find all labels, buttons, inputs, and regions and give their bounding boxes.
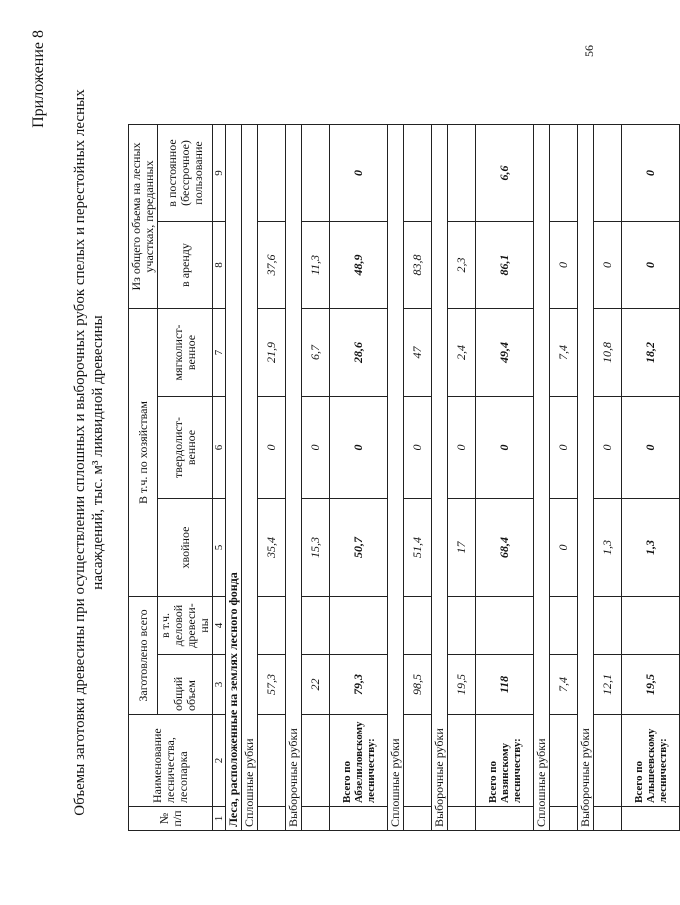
- value-cell: 19,5: [448, 655, 476, 715]
- row-name-cell: Всего по Авзянскому лесничеству:: [476, 715, 534, 807]
- table-subtitle: насаждений, тыс. м³ ликвидной древесины: [90, 315, 106, 590]
- value-cell: 2,4: [448, 309, 476, 397]
- value-cell: 0: [550, 397, 578, 499]
- header-hardwood: твердолист-венное: [158, 397, 213, 499]
- category-row: [242, 125, 258, 831]
- value-cell: [594, 597, 622, 655]
- header-group-total: Заготовлено всего: [129, 597, 158, 715]
- value-cell: 48,9: [330, 222, 388, 309]
- value-cell: [302, 125, 330, 222]
- value-cell: [594, 125, 622, 222]
- value-cell: 18,2: [622, 309, 680, 397]
- category-label: Выборочные рубки: [578, 125, 594, 831]
- value-cell: 0: [594, 222, 622, 309]
- category-row: [578, 125, 594, 831]
- value-cell: [476, 597, 534, 655]
- value-cell: 0: [404, 397, 432, 499]
- section-title: Леса, расположенные на землях лесного фонда: [226, 125, 242, 831]
- value-cell: 2,3: [448, 222, 476, 309]
- value-cell: 0: [622, 222, 680, 309]
- header-rent: в аренду: [158, 222, 213, 309]
- value-cell: [258, 597, 286, 655]
- category-label: Сплошные рубки: [242, 125, 258, 831]
- row-name-cell: [404, 715, 432, 807]
- column-number: 3: [213, 655, 226, 715]
- value-cell: 35,4: [258, 499, 286, 597]
- row-name-cell: [550, 715, 578, 807]
- value-cell: 12,1: [594, 655, 622, 715]
- category-label: Выборочные рубки: [286, 125, 302, 831]
- row-number-cell: [302, 807, 330, 831]
- category-label: Сплошные рубки: [534, 125, 550, 831]
- row-number-cell: [594, 807, 622, 831]
- column-number: 2: [213, 715, 226, 807]
- table-row: [594, 125, 622, 831]
- value-cell: 0: [550, 499, 578, 597]
- value-cell: 0: [476, 397, 534, 499]
- value-cell: 68,4: [476, 499, 534, 597]
- category-label: Сплошные рубки: [388, 125, 404, 831]
- row-number-cell: [622, 807, 680, 831]
- table-row: [258, 125, 286, 831]
- table-body: [226, 125, 680, 831]
- total-row: [476, 125, 534, 831]
- value-cell: 79,3: [330, 655, 388, 715]
- row-name-cell: [448, 715, 476, 807]
- table-row: [550, 125, 578, 831]
- category-row: [286, 125, 302, 831]
- column-number: 8: [213, 222, 226, 309]
- value-cell: 22: [302, 655, 330, 715]
- harvest-table: [128, 124, 680, 831]
- value-cell: [550, 125, 578, 222]
- value-cell: 7,4: [550, 309, 578, 397]
- value-cell: 17: [448, 499, 476, 597]
- row-name-cell: Всего по Альшеевскому лесничеству:: [622, 715, 680, 807]
- column-number: 6: [213, 397, 226, 499]
- value-cell: 57,3: [258, 655, 286, 715]
- header-business-wood: в т.ч. деловой древеси-ны: [158, 597, 213, 655]
- category-row: [534, 125, 550, 831]
- value-cell: 47: [404, 309, 432, 397]
- row-number-cell: [476, 807, 534, 831]
- row-number-cell: [330, 807, 388, 831]
- value-cell: 1,3: [622, 499, 680, 597]
- value-cell: 0: [330, 397, 388, 499]
- value-cell: [258, 125, 286, 222]
- header-total-volume: общий объем: [158, 655, 213, 715]
- value-cell: 51,4: [404, 499, 432, 597]
- header-group-farms: В т.ч. по хозяйствам: [129, 309, 158, 597]
- table-row: [404, 125, 432, 831]
- row-number-cell: [258, 807, 286, 831]
- row-name-cell: Всего по Абзелиловскому лесничеству:: [330, 715, 388, 807]
- value-cell: [550, 597, 578, 655]
- value-cell: [404, 597, 432, 655]
- total-row: [622, 125, 680, 831]
- page-number: 56: [582, 45, 596, 57]
- header-permanent-use: в постоянное (бессрочное) пользование: [158, 125, 213, 222]
- column-number: 7: [213, 309, 226, 397]
- value-cell: 0: [622, 397, 680, 499]
- header-group-transferred: Из общего объема на лесных участках, переданных: [129, 125, 158, 309]
- value-cell: 83,8: [404, 222, 432, 309]
- header-conifer: хвойное: [158, 499, 213, 597]
- annex-label: Приложение 8: [30, 30, 47, 128]
- column-number-row: [213, 125, 226, 831]
- column-number: 4: [213, 597, 226, 655]
- row-number-cell: [404, 807, 432, 831]
- table-title: Объемы заготовки древесины при осуществлении сплошных и выборочных рубок спелых и перестойных лесных: [72, 89, 88, 816]
- value-cell: 86,1: [476, 222, 534, 309]
- value-cell: 19,5: [622, 655, 680, 715]
- value-cell: [404, 125, 432, 222]
- value-cell: 11,3: [302, 222, 330, 309]
- value-cell: 98,5: [404, 655, 432, 715]
- value-cell: 1,3: [594, 499, 622, 597]
- value-cell: 0: [448, 397, 476, 499]
- value-cell: 0: [302, 397, 330, 499]
- column-number: 1: [213, 807, 226, 831]
- value-cell: 0: [330, 125, 388, 222]
- row-number-cell: [550, 807, 578, 831]
- table-row: [448, 125, 476, 831]
- category-row: [432, 125, 448, 831]
- value-cell: 28,6: [330, 309, 388, 397]
- row-name-cell: [258, 715, 286, 807]
- column-number: 5: [213, 499, 226, 597]
- category-label: Выборочные рубки: [432, 125, 448, 831]
- value-cell: [330, 597, 388, 655]
- value-cell: 50,7: [330, 499, 388, 597]
- value-cell: 10,8: [594, 309, 622, 397]
- total-row: [330, 125, 388, 831]
- value-cell: 21,9: [258, 309, 286, 397]
- header-softwood: мягколист-венное: [158, 309, 213, 397]
- value-cell: [448, 597, 476, 655]
- row-number-cell: [448, 807, 476, 831]
- value-cell: 15,3: [302, 499, 330, 597]
- header-name: Наименование лесничества, лесопарка: [129, 715, 213, 807]
- value-cell: [622, 597, 680, 655]
- row-name-cell: [302, 715, 330, 807]
- value-cell: [448, 125, 476, 222]
- value-cell: 37,6: [258, 222, 286, 309]
- value-cell: 49,4: [476, 309, 534, 397]
- value-cell: 6,6: [476, 125, 534, 222]
- category-row: [388, 125, 404, 831]
- value-cell: 0: [550, 222, 578, 309]
- value-cell: 118: [476, 655, 534, 715]
- value-cell: 6,7: [302, 309, 330, 397]
- column-number: 9: [213, 125, 226, 222]
- value-cell: 0: [622, 125, 680, 222]
- value-cell: 7,4: [550, 655, 578, 715]
- table-row: [302, 125, 330, 831]
- row-name-cell: [594, 715, 622, 807]
- value-cell: 0: [594, 397, 622, 499]
- value-cell: 0: [258, 397, 286, 499]
- header-no: № п/п: [129, 807, 213, 831]
- value-cell: [302, 597, 330, 655]
